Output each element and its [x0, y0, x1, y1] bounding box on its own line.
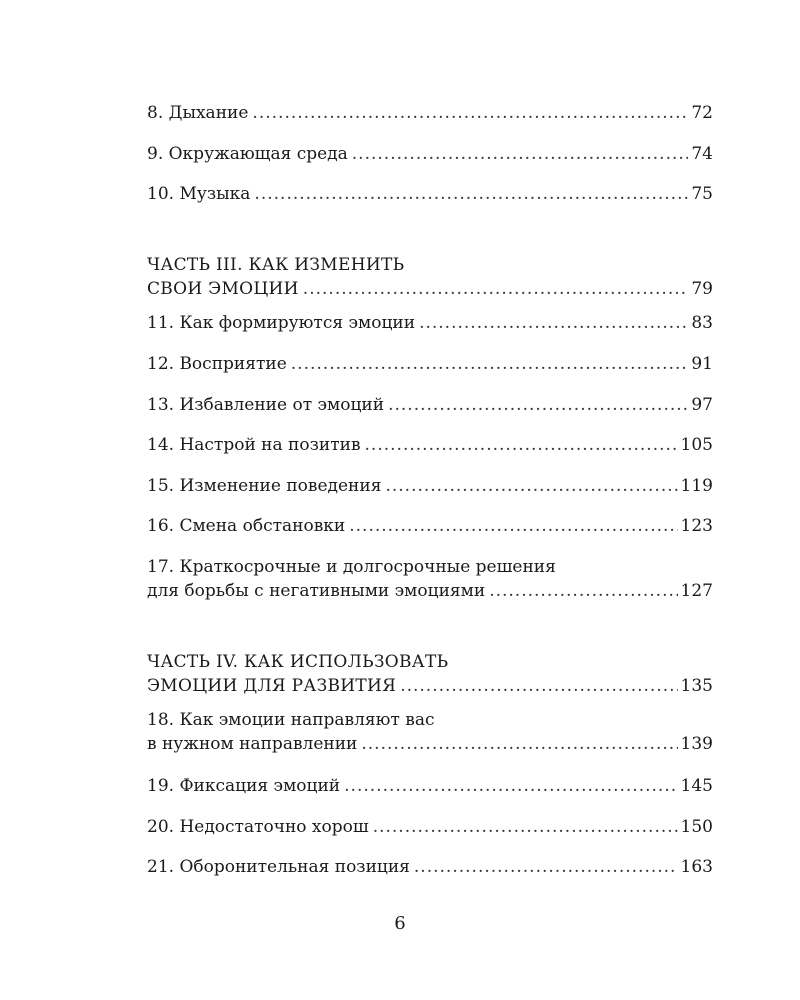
dot-leader — [365, 433, 678, 457]
dot-leader — [361, 732, 677, 756]
toc-entry-page: 163 — [680, 857, 713, 877]
toc-entry[interactable] — [147, 142, 713, 166]
dot-leader — [400, 674, 677, 698]
dot-leader — [414, 855, 678, 879]
toc-entry[interactable] — [147, 514, 713, 538]
toc-entry[interactable] — [147, 815, 713, 839]
toc-entry-title: 16. Смена обстановки — [147, 516, 346, 536]
toc-entry-title-line1: 18. Как эмоции направляют вас — [147, 710, 435, 730]
toc-entry-title: 12. Восприятие — [147, 354, 287, 374]
dot-leader — [303, 277, 689, 301]
dot-leader — [385, 474, 677, 498]
toc-entry-page: 135 — [680, 676, 713, 696]
toc-entry-page: 97 — [691, 395, 713, 415]
toc-entry-title: 13. Избавление от эмоций — [147, 395, 385, 415]
toc-entry[interactable] — [147, 311, 713, 335]
toc-entry-title-line1: 17. Краткосрочные и долгосрочные решения — [147, 557, 556, 577]
toc-entry[interactable] — [147, 474, 713, 498]
dot-leader — [254, 182, 688, 206]
dot-leader — [291, 352, 689, 376]
toc-entry-page: 119 — [680, 476, 713, 496]
toc-entry-page: 83 — [691, 313, 713, 333]
dot-leader — [419, 311, 688, 335]
toc-entry-title: СВОИ ЭМОЦИИ — [147, 279, 299, 299]
page-number: 6 — [394, 913, 406, 934]
toc-entry[interactable] — [147, 433, 713, 457]
toc-part-heading[interactable] — [147, 253, 713, 301]
toc-entry[interactable] — [147, 708, 713, 756]
toc-entry-page: 91 — [691, 354, 713, 374]
toc-entry-title: ЭМОЦИИ ДЛЯ РАЗВИТИЯ — [147, 676, 397, 696]
toc-entry-page: 105 — [680, 435, 713, 455]
toc-entry-page: 145 — [680, 776, 713, 796]
toc-entry-title: в нужном направлении — [147, 734, 358, 754]
toc-entry-title: 10. Музыка — [147, 184, 251, 204]
dot-leader — [373, 815, 678, 839]
toc-entry-title: 9. Окружающая среда — [147, 144, 348, 164]
toc-part-heading-line1: ЧАСТЬ IV. КАК ИСПОЛЬЗОВАТЬ — [147, 652, 449, 672]
dot-leader — [344, 774, 677, 798]
toc-entry-page: 123 — [680, 516, 713, 536]
toc-entry[interactable] — [147, 855, 713, 879]
toc-part-heading-line1: ЧАСТЬ III. КАК ИЗМЕНИТЬ — [147, 255, 405, 275]
toc-entry[interactable] — [147, 352, 713, 376]
toc-entry[interactable] — [147, 101, 713, 125]
toc-entry[interactable] — [147, 555, 713, 603]
toc-entry-page: 75 — [691, 184, 713, 204]
toc-entry-title: 15. Изменение поведения — [147, 476, 382, 496]
toc-entry-title: 19. Фиксация эмоций — [147, 776, 341, 796]
toc-entry-title: 20. Недостаточно хорош — [147, 817, 369, 837]
toc-entry[interactable] — [147, 774, 713, 798]
toc-entry-title: 21. Оборонительная позиция — [147, 857, 410, 877]
dot-leader — [489, 579, 677, 603]
toc-entry-title: для борьбы с негативными эмоциями — [147, 581, 486, 601]
dot-leader — [252, 101, 688, 125]
toc-entry-title: 11. Как формируются эмоции — [147, 313, 416, 333]
dot-leader — [352, 142, 689, 166]
dot-leader — [388, 393, 688, 417]
toc-entry-title: 14. Настрой на позитив — [147, 435, 361, 455]
toc-entry-page: 139 — [680, 734, 713, 754]
toc-entry[interactable] — [147, 393, 713, 417]
toc-part-heading[interactable] — [147, 650, 713, 698]
toc-entry-page: 150 — [680, 817, 713, 837]
toc-entry-page: 127 — [680, 581, 713, 601]
toc-entry-page: 72 — [691, 103, 713, 123]
toc-entry-page: 74 — [691, 144, 713, 164]
toc-entry-page: 79 — [691, 279, 713, 299]
dot-leader — [349, 514, 677, 538]
toc-entry-title: 8. Дыхание — [147, 103, 249, 123]
toc-entry[interactable] — [147, 182, 713, 206]
